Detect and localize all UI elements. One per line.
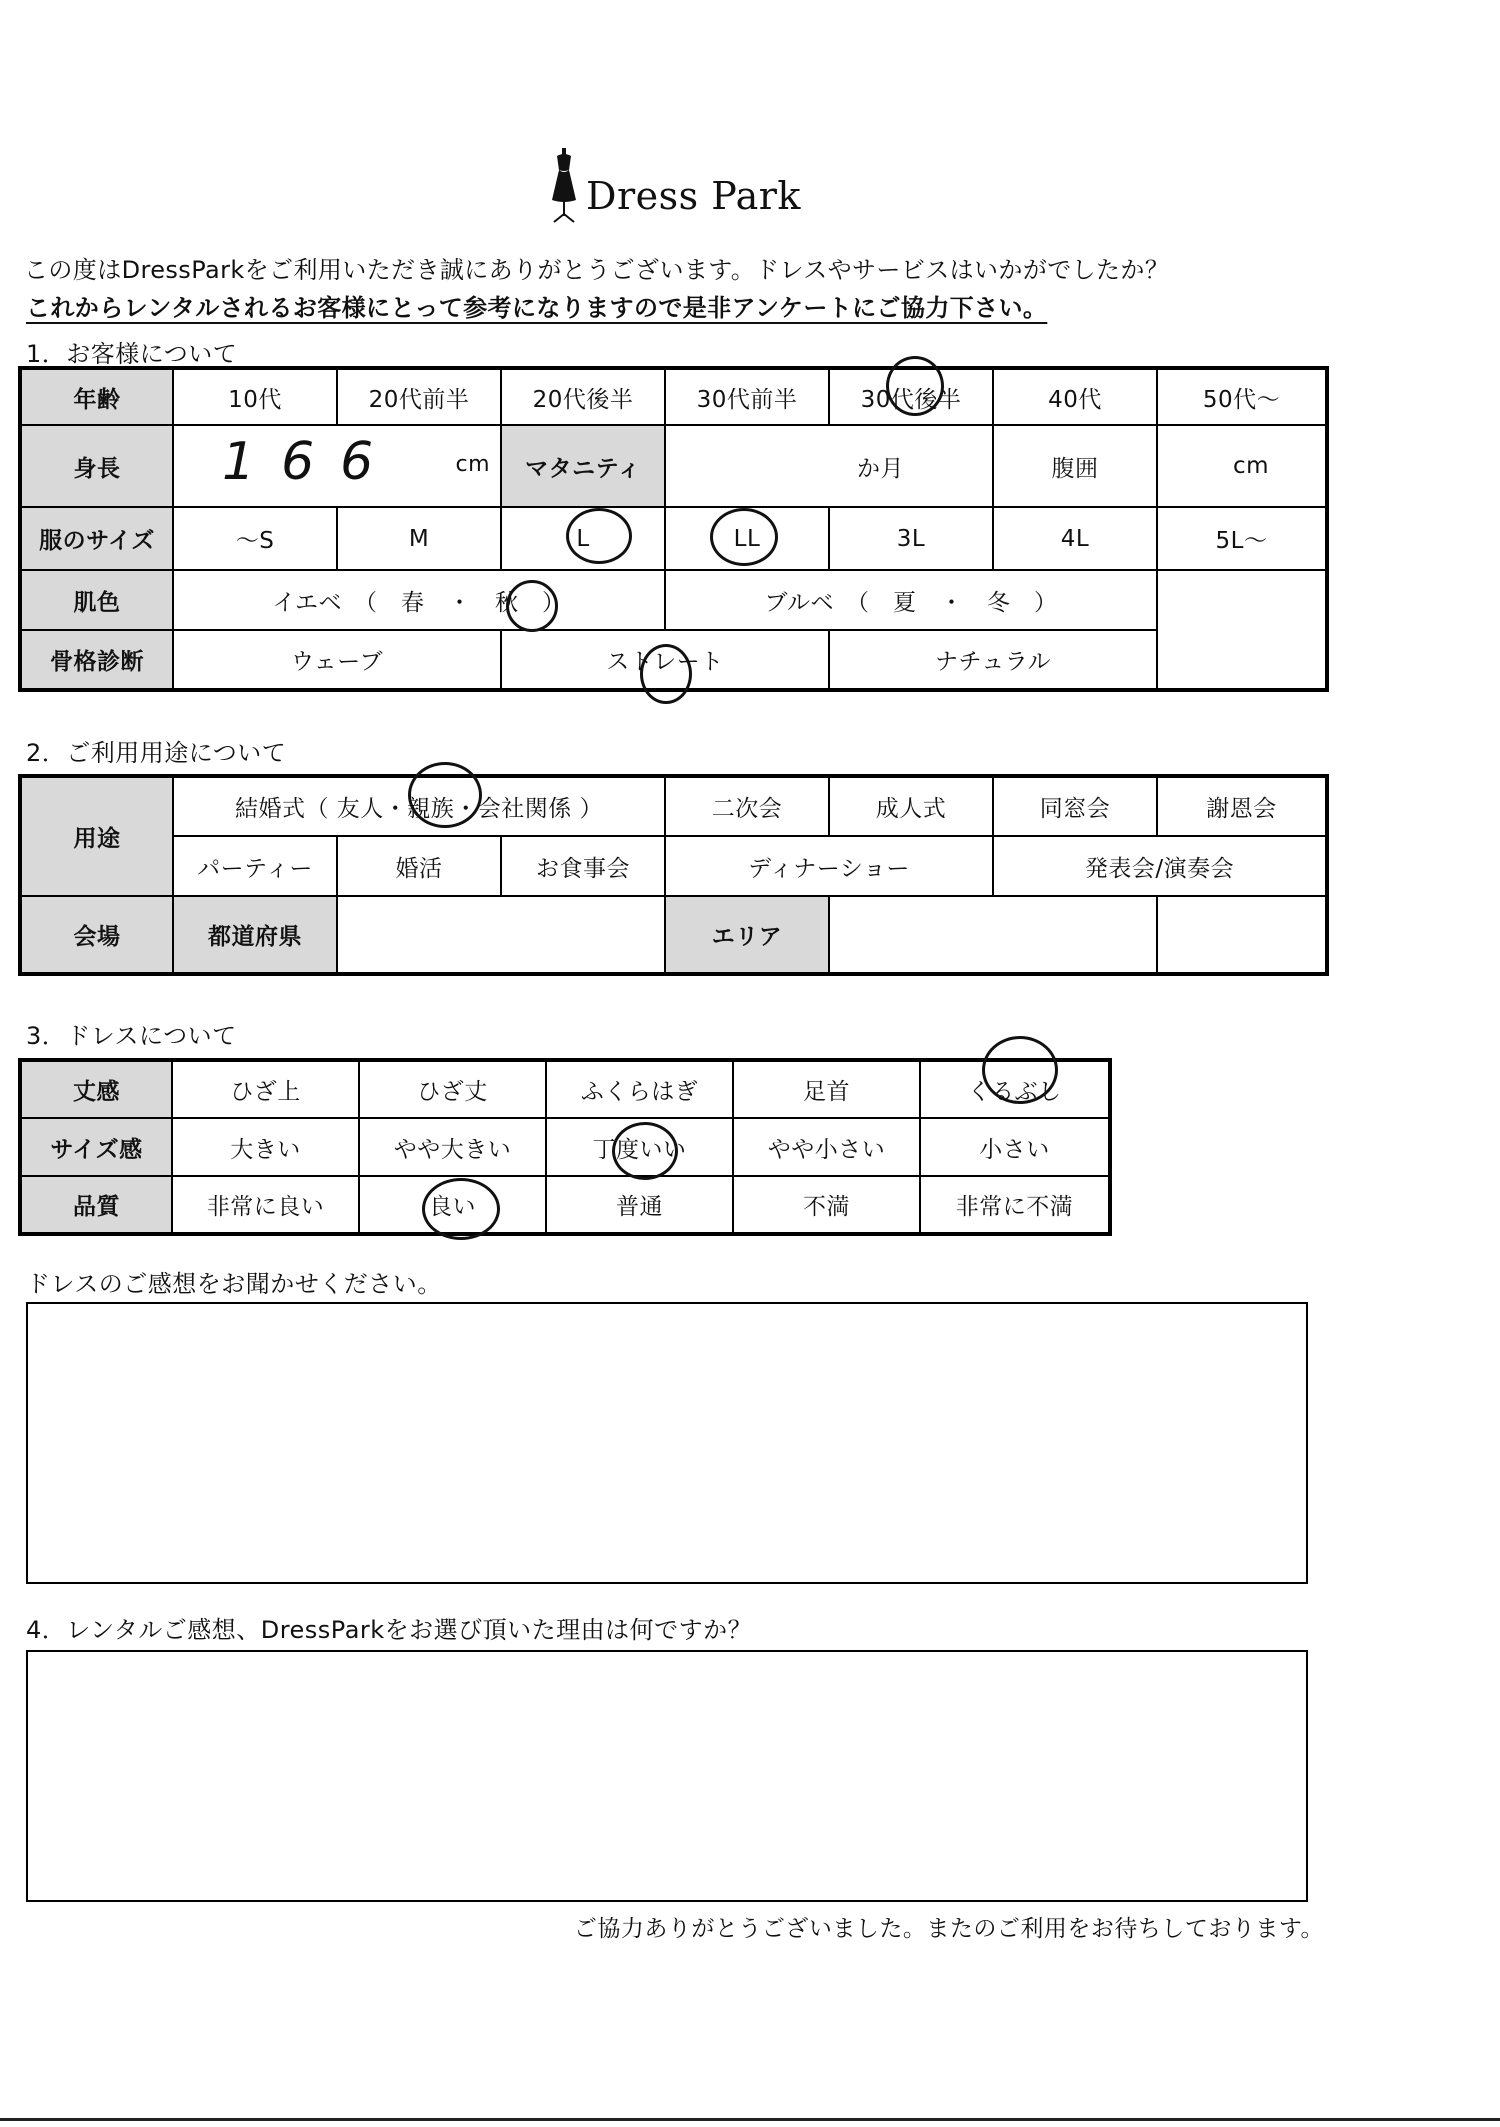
height-field[interactable] xyxy=(173,425,501,507)
empty-cell xyxy=(1157,630,1327,690)
skin-yellow[interactable]: イエベ （ 春 ・ 秋 ） xyxy=(173,570,665,630)
quality-option[interactable]: 不満 xyxy=(733,1176,920,1234)
purpose-label: 用途 xyxy=(20,776,173,896)
size-label: 服のサイズ xyxy=(20,507,173,570)
size-option-selected[interactable]: L xyxy=(501,507,665,570)
footer-thanks: ご協力ありがとうございました。またのご利用をお待ちしております。 xyxy=(573,1916,1324,1942)
reason-comment-box[interactable] xyxy=(26,1650,1308,1902)
quality-option[interactable]: 普通 xyxy=(546,1176,733,1234)
size-option[interactable]: 4L xyxy=(993,507,1157,570)
belly-label: 腹囲 xyxy=(993,425,1157,507)
skin-label: 肌色 xyxy=(20,570,173,630)
purpose-option[interactable]: パーティー xyxy=(173,836,337,896)
purpose-option[interactable]: ディナーショー xyxy=(665,836,993,896)
purpose-option[interactable]: 発表会/演奏会 xyxy=(993,836,1327,896)
fit-option[interactable]: 大きい xyxy=(172,1118,359,1176)
empty-cell xyxy=(1157,570,1327,630)
venue-label: 会場 xyxy=(20,896,173,974)
fit-label: サイズ感 xyxy=(20,1118,172,1176)
size-option-selected[interactable]: LL xyxy=(665,507,829,570)
purpose-wedding[interactable]: 結婚式（ 友人・親族・会社関係 ） xyxy=(173,776,665,836)
customer-table xyxy=(18,366,1329,692)
quality-option[interactable]: 非常に不満 xyxy=(920,1176,1110,1234)
section2-title: 2．ご利用用途について xyxy=(26,739,287,767)
dress-comment-box[interactable] xyxy=(26,1302,1308,1584)
size-option[interactable]: M xyxy=(337,507,501,570)
length-option[interactable]: ひざ丈 xyxy=(359,1060,546,1118)
section3-title: 3．ドレスについて xyxy=(26,1022,237,1050)
purpose-option[interactable]: 成人式 xyxy=(829,776,993,836)
purpose-option[interactable]: 二次会 xyxy=(665,776,829,836)
height-value: 166 xyxy=(222,432,400,492)
age-option[interactable]: 50代〜 xyxy=(1157,368,1327,425)
fit-option[interactable]: やや小さい xyxy=(733,1118,920,1176)
frame-label: 骨格診断 xyxy=(20,630,173,690)
intro-line-2: これからレンタルされるお客様にとって参考になりますので是非アンケートにご協力下さい。 xyxy=(26,294,1048,322)
fit-option[interactable]: やや大きい xyxy=(359,1118,546,1176)
age-option[interactable]: 40代 xyxy=(993,368,1157,425)
size-option[interactable]: 3L xyxy=(829,507,993,570)
age-option-selected[interactable]: 30代後半 xyxy=(829,368,993,425)
age-option[interactable]: 10代 xyxy=(173,368,337,425)
dress-form-icon xyxy=(548,148,580,228)
empty-cell xyxy=(1157,896,1327,974)
age-option[interactable]: 20代後半 xyxy=(501,368,665,425)
frame-option[interactable]: ウェーブ xyxy=(173,630,501,690)
section1-title: 1．お客様について xyxy=(26,340,238,368)
prefecture-field[interactable] xyxy=(337,896,665,974)
frame-option[interactable]: ナチュラル xyxy=(829,630,1157,690)
intro-line-1: この度はDressParkをご利用いただき誠にありがとうございます。ドレスやサービスはいかがでしたか？ xyxy=(24,256,1170,284)
purpose-option[interactable]: 同窓会 xyxy=(993,776,1157,836)
quality-option-selected[interactable]: 良い xyxy=(359,1176,546,1234)
fit-option-selected[interactable]: 丁度いい xyxy=(546,1118,733,1176)
logo-text: Dress Park xyxy=(586,174,801,218)
purpose-option[interactable]: 謝恩会 xyxy=(1157,776,1327,836)
purpose-table xyxy=(18,774,1329,976)
belly-unit[interactable]: cm xyxy=(1157,425,1327,507)
quality-option[interactable]: 非常に良い xyxy=(172,1176,359,1234)
maternity-months[interactable]: か月 xyxy=(665,425,993,507)
area-field[interactable] xyxy=(829,896,1157,974)
height-unit: cm xyxy=(455,452,490,477)
height-label: 身長 xyxy=(20,425,173,507)
length-option[interactable]: ひざ上 xyxy=(172,1060,359,1118)
length-option[interactable]: ふくらはぎ xyxy=(546,1060,733,1118)
length-label: 丈感 xyxy=(20,1060,172,1118)
frame-option-selected[interactable]: ストレート xyxy=(501,630,829,690)
length-option[interactable]: 足首 xyxy=(733,1060,920,1118)
purpose-option[interactable]: お食事会 xyxy=(501,836,665,896)
area-label: エリア xyxy=(665,896,829,974)
age-option[interactable]: 20代前半 xyxy=(337,368,501,425)
size-option[interactable]: 5L〜 xyxy=(1157,507,1327,570)
length-option-selected[interactable]: くるぶし xyxy=(920,1060,1110,1118)
dresspark-logo xyxy=(548,148,801,238)
fit-option[interactable]: 小さい xyxy=(920,1118,1110,1176)
dress-comment-prompt: ドレスのご感想をお聞かせください。 xyxy=(26,1270,442,1298)
quality-label: 品質 xyxy=(20,1176,172,1234)
age-label: 年齢 xyxy=(20,368,173,425)
skin-blue[interactable]: ブルベ （ 夏 ・ 冬 ） xyxy=(665,570,1157,630)
purpose-option[interactable]: 婚活 xyxy=(337,836,501,896)
prefecture-label: 都道府県 xyxy=(173,896,337,974)
age-option[interactable]: 30代前半 xyxy=(665,368,829,425)
section4-title: 4．レンタルご感想、DressParkをお選び頂いた理由は何ですか？ xyxy=(26,1616,753,1644)
dress-table xyxy=(18,1058,1112,1236)
size-option[interactable]: 〜S xyxy=(173,507,337,570)
divider xyxy=(0,2118,1500,2121)
maternity-label: マタニティ xyxy=(501,425,665,507)
